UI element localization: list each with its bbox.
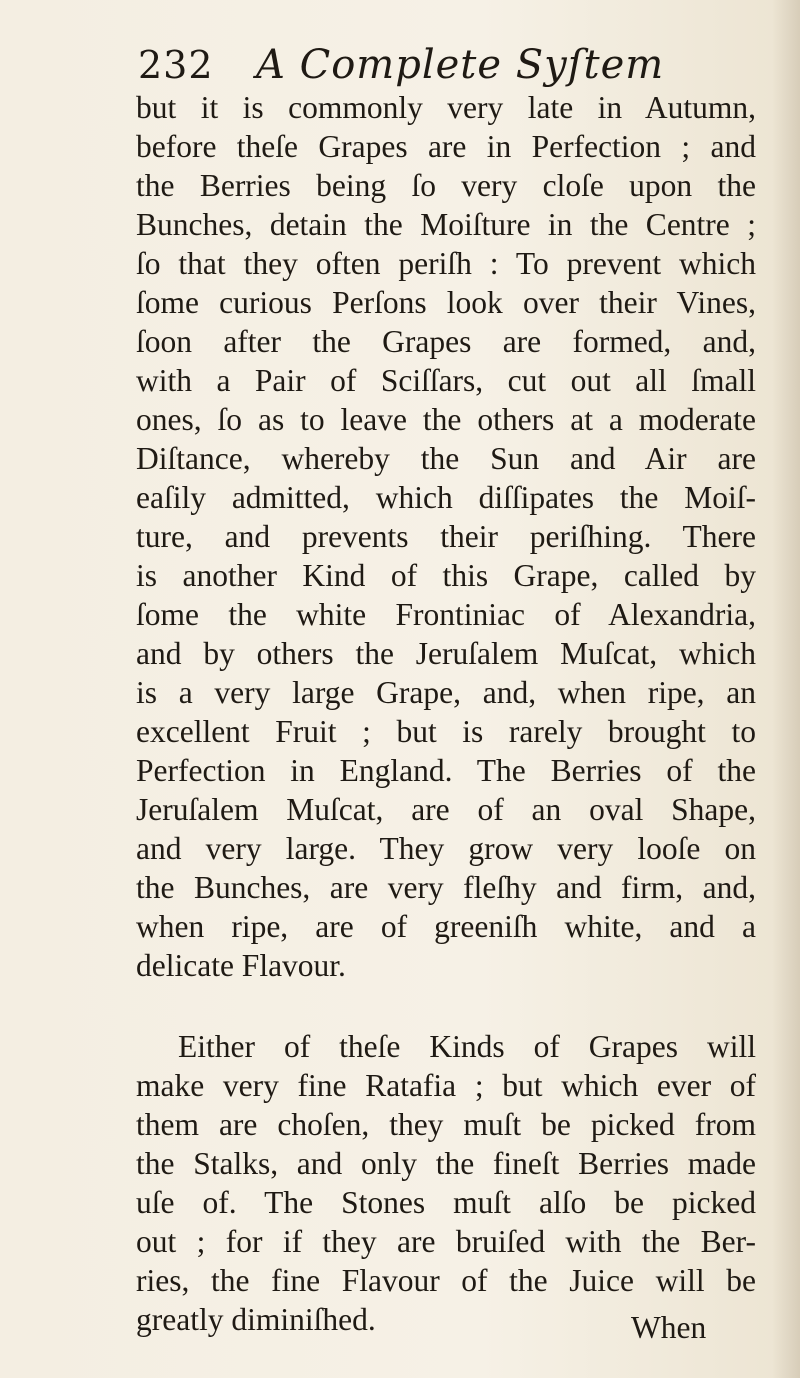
text-line: with a Pair of Sciſſars, cut out all ſmall [136, 363, 756, 398]
text-line: ſome the white Frontiniac of Alexandria, [136, 597, 756, 632]
text-line-first: Either of theſe Kinds of Grapes will [178, 1029, 756, 1064]
text-line-last: delicate Flavour. [136, 948, 346, 983]
text-line: before theſe Grapes are in Perfection ; and [136, 129, 756, 164]
text-line: is a very large Grape, and, when ripe, an [136, 675, 756, 710]
text-line: the Stalks, and only the fineſt Berries made [136, 1146, 756, 1181]
text-line: ſoon after the Grapes are formed, and, [136, 324, 756, 359]
text-line: and by others the Jeruſalem Muſcat, which [136, 636, 756, 671]
text-line: uſe of. The Stones muſt alſo be picked [136, 1185, 756, 1220]
text-line: them are choſen, they muſt be picked from [136, 1107, 756, 1142]
text-line-last: greatly diminiſhed. [136, 1302, 376, 1337]
text-line: out ; for if they are bruiſed with the Ber- [136, 1224, 756, 1259]
text-line: but it is commonly very late in Autumn, [136, 90, 756, 125]
paragraph-2 [136, 1027, 756, 1339]
text-line: ture, and prevents their periſhing. There [136, 519, 756, 554]
text-line: ſome curious Perſons look over their Vines, [136, 285, 756, 320]
paragraph-1 [136, 88, 756, 985]
paragraph-gap [136, 985, 756, 1027]
text-line: when ripe, are of greeniſh white, and a [136, 909, 756, 944]
page-number: 232 [138, 43, 214, 87]
text-line: Diſtance, whereby the Sun and Air are [136, 441, 756, 476]
running-head: A Complete Syſtem [256, 42, 665, 88]
page-edge-shadow [772, 0, 800, 1378]
text-line: ones, ſo as to leave the others at a moderate [136, 402, 756, 437]
text-line: the Bunches, are very fleſhy and firm, and, [136, 870, 756, 905]
text-line: Jeruſalem Muſcat, are of an oval Shape, [136, 792, 756, 827]
body-text [136, 88, 756, 1339]
text-line: the Berries being ſo very cloſe upon the [136, 168, 756, 203]
catchword: When [631, 1310, 707, 1345]
text-line: make very fine Ratafia ; but which ever of [136, 1068, 756, 1103]
text-line: ries, the fine Flavour of the Juice will be [136, 1263, 756, 1298]
text-line: and very large. They grow very looſe on [136, 831, 756, 866]
text-line: Bunches, detain the Moiſture in the Centre ; [136, 207, 756, 242]
text-line: ſo that they often periſh : To prevent which [136, 246, 756, 281]
text-line: eaſily admitted, which diſſipates the Moiſ- [136, 480, 756, 515]
text-line: Perfection in England. The Berries of the [136, 753, 756, 788]
text-line: excellent Fruit ; but is rarely brought to [136, 714, 756, 749]
text-line: is another Kind of this Grape, called by [136, 558, 756, 593]
